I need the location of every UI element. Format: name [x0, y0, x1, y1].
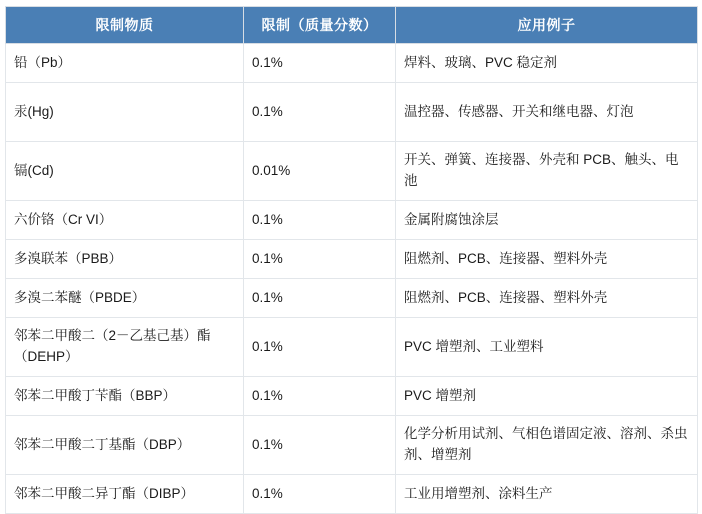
cell-application: 金属附腐蚀涂层	[396, 201, 698, 240]
cell-application: 化学分析用试剂、气相色谱固定液、溶剂、杀虫剂、增塑剂	[396, 416, 698, 475]
cell-substance: 邻苯二甲酸二（2－乙基己基）酯（DEHP）	[6, 318, 244, 377]
cell-substance: 汞(Hg)	[6, 83, 244, 142]
cell-application: 焊料、玻璃、PVC 稳定剂	[396, 44, 698, 83]
cell-limit: 0.01%	[244, 142, 396, 201]
cell-limit: 0.1%	[244, 416, 396, 475]
cell-limit: 0.1%	[244, 318, 396, 377]
column-header-limit: 限制（质量分数）	[244, 7, 396, 44]
cell-application: 阻燃剂、PCB、连接器、塑料外壳	[396, 240, 698, 279]
cell-limit: 0.1%	[244, 377, 396, 416]
table-row	[6, 475, 698, 514]
table-row	[6, 377, 698, 416]
cell-substance: 邻苯二甲酸二异丁酯（DIBP）	[6, 475, 244, 514]
cell-limit: 0.1%	[244, 201, 396, 240]
cell-application: 温控器、传感器、开关和继电器、灯泡	[396, 83, 698, 142]
table-row	[6, 142, 698, 201]
table-row	[6, 83, 698, 142]
cell-substance: 六价铬（Cr VI）	[6, 201, 244, 240]
column-header-application: 应用例子	[396, 7, 698, 44]
cell-substance: 镉(Cd)	[6, 142, 244, 201]
cell-limit: 0.1%	[244, 279, 396, 318]
table-body	[6, 44, 698, 514]
cell-substance: 铅（Pb）	[6, 44, 244, 83]
table-row	[6, 44, 698, 83]
cell-limit: 0.1%	[244, 475, 396, 514]
cell-substance: 多溴二苯醚（PBDE）	[6, 279, 244, 318]
cell-application: PVC 增塑剂	[396, 377, 698, 416]
table-row	[6, 279, 698, 318]
table-row	[6, 416, 698, 475]
cell-substance: 邻苯二甲酸丁苄酯（BBP）	[6, 377, 244, 416]
column-header-substance: 限制物质	[6, 7, 244, 44]
cell-application: 阻燃剂、PCB、连接器、塑料外壳	[396, 279, 698, 318]
restricted-substances-table	[5, 6, 698, 514]
cell-substance: 邻苯二甲酸二丁基酯（DBP）	[6, 416, 244, 475]
cell-limit: 0.1%	[244, 83, 396, 142]
table-row	[6, 240, 698, 279]
cell-application: 开关、弹簧、连接器、外壳和 PCB、触头、电池	[396, 142, 698, 201]
table-header-row	[6, 7, 698, 44]
table-header	[6, 7, 698, 44]
table-row	[6, 318, 698, 377]
cell-substance: 多溴联苯（PBB）	[6, 240, 244, 279]
table-row	[6, 201, 698, 240]
cell-application: 工业用增塑剂、涂料生产	[396, 475, 698, 514]
cell-application: PVC 增塑剂、工业塑料	[396, 318, 698, 377]
cell-limit: 0.1%	[244, 240, 396, 279]
cell-limit: 0.1%	[244, 44, 396, 83]
